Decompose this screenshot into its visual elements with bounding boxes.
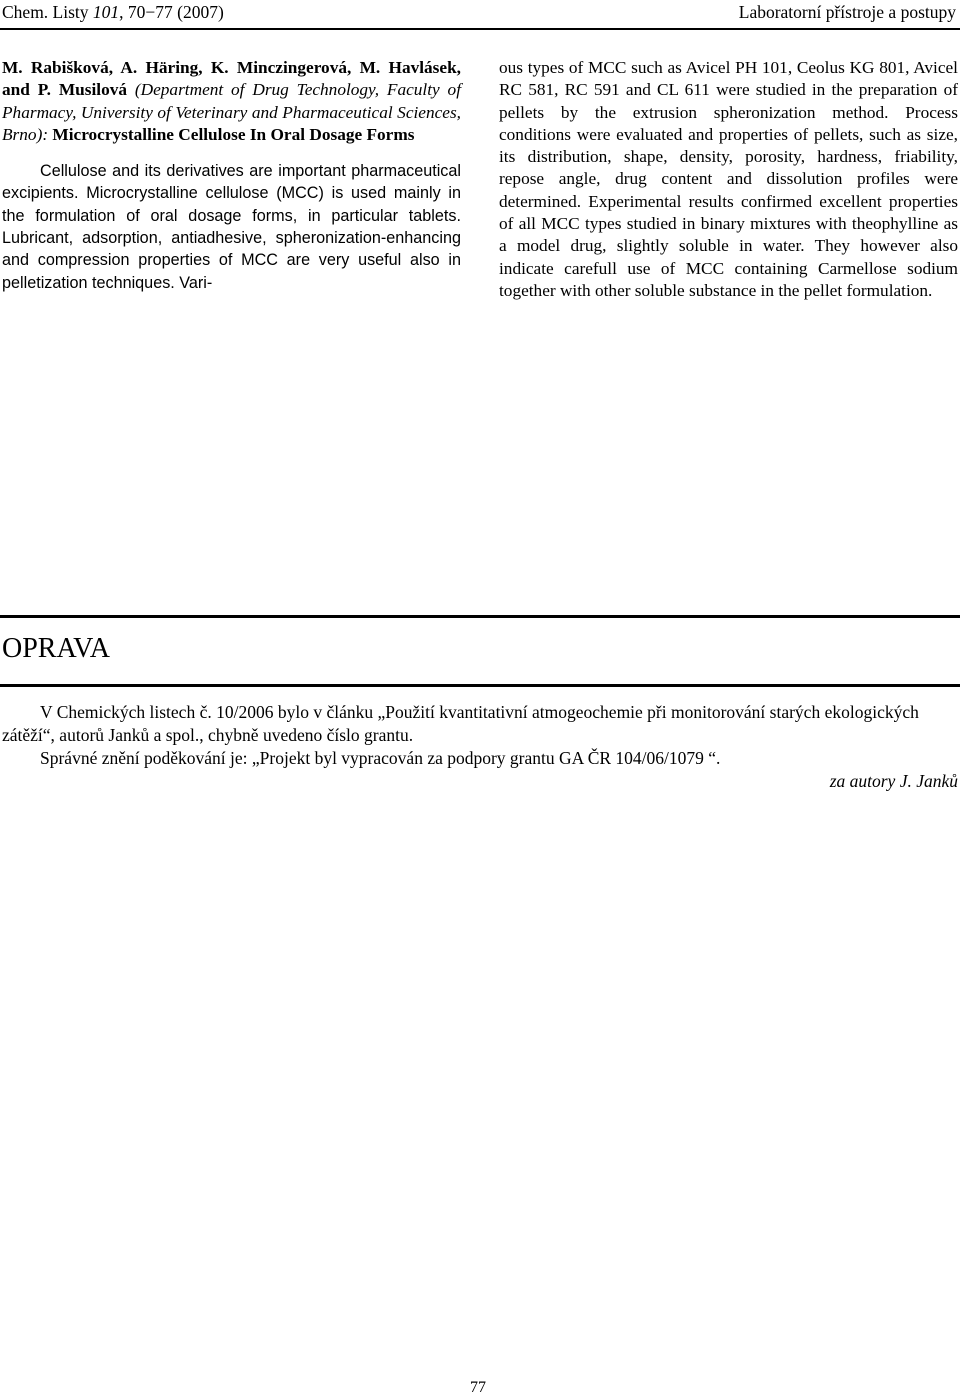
section-rule-bottom — [0, 684, 960, 687]
journal-pages: , 70−77 (2007) — [119, 2, 224, 22]
abstract-part-1: Cellulose and its derivatives are important pharmaceutical excipients. Microcrystalline cellulose (MCC) is used mainly in the formulation of oral dosage forms, in particular tablets. Lubricant, adsorption, antiadhesive, spheronization-enhancing and compression properties of MCC are very useful also in pelletization techniques. Vari- — [2, 162, 461, 292]
correction-notice — [2, 701, 958, 793]
right-column — [499, 57, 958, 302]
page-number: 77 — [470, 1379, 486, 1396]
article-title: Microcrystalline Cellulose In Oral Dosage Forms — [52, 124, 415, 144]
journal-name: Chem. Listy — [2, 2, 93, 22]
running-header-section: Laboratorní přístroje a postupy — [738, 2, 956, 22]
correction-signature: za autory J. Janků — [829, 771, 958, 791]
correction-heading: OPRAVA — [2, 633, 110, 664]
correction-paragraph-2: Správné znění poděkování je: „Projekt byl vypracován za podpory grantu GA ČR 104/06/1079 “. — [40, 748, 721, 768]
journal-volume: 101 — [92, 2, 120, 22]
article-authors: M. Rabišková, A. Häring, K. Minczingerová, M. Havlásek, and P. Musilová — [2, 58, 461, 100]
abstract-part-2: ous types of MCC such as Avicel PH 101, Ceolus KG 801, Avicel RC 581, RC 591 and CL 611 were studied in the preparation of pellets by the extrusion spheronization method. Process conditions were evaluated and properties of pellets, such as size, its distribution, shape, density, porosity, hardness, friability, repose angle, drug content and dissolution profiles were determined. Experimental results confirmed excellent properties of all MCC types studied in binary mixtures with theophylline as a model drug, slightly soluble in water. They however also indicate carefull use of MCC containing Carmellose sodium together with other soluble substance in the pellet formulation. — [499, 58, 958, 300]
section-rule-top — [0, 615, 960, 618]
correction-paragraph-1: V Chemických listech č. 10/2006 bylo v článku „Použití kvantitativní atmogeochemie při monitorování starých ekologických zátěží“, autorů Janků a spol., chybně uvedeno číslo grantu. — [2, 702, 919, 745]
article-affiliation: (Department of Drug Technology, Faculty of Pharmacy, University of Veterinary and Pharmaceutical Sciences, Brno): — [2, 80, 461, 144]
article-citation — [2, 57, 461, 146]
running-header-journal — [2, 2, 224, 23]
header-rule — [0, 28, 960, 30]
left-column — [2, 57, 461, 294]
